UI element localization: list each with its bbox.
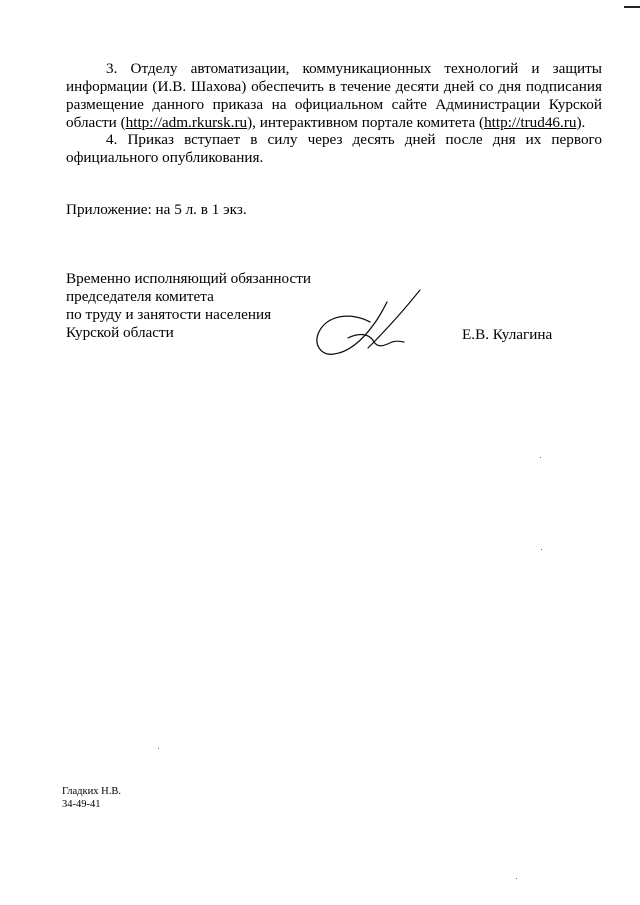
signatory-name: Е.В. Кулагина: [462, 326, 553, 343]
signatory-title-line: Курской области: [66, 324, 174, 341]
handwritten-signature: [312, 286, 422, 366]
signatory-title-block: [66, 270, 311, 342]
executor-name: Гладких Н.В.: [62, 786, 121, 797]
paragraph-3-mid: ), интерактивном портале комитета (: [247, 114, 485, 131]
paragraph-3: [66, 60, 602, 132]
link-trud46[interactable]: http://trud46.ru: [484, 114, 577, 131]
scan-speck: [540, 457, 541, 458]
link-adm-rkursk[interactable]: http://adm.rkursk.ru: [125, 114, 248, 131]
scan-speck: [541, 549, 542, 550]
paragraph-3-tail: ).: [576, 114, 586, 131]
executor-phone: 34-49-41: [62, 799, 101, 810]
paragraph-4: 4. Приказ вступает в силу через десять дней после дня их первого официального опубликования.: [66, 131, 602, 166]
scan-speck: [516, 878, 517, 879]
signatory-title-line: Временно исполняющий обязанности: [66, 270, 312, 287]
paragraph-3-lead: 3. Отделу автоматизации, коммуникационных технологий и защиты информации (И.В. Шахова) обеспечить в течение десяти дней со дня подписания размещение данного приказа на официальном сайте Администрации Курской области (: [66, 60, 602, 131]
executor-block: [62, 785, 121, 811]
scan-speck: [158, 748, 159, 749]
signatory-title-line: председателя комитета: [66, 288, 214, 305]
signatory-title-line: по труду и занятости населения: [66, 306, 272, 323]
attachment-note: Приложение: на 5 л. в 1 экз.: [66, 201, 247, 218]
scan-artifact: [624, 6, 640, 8]
